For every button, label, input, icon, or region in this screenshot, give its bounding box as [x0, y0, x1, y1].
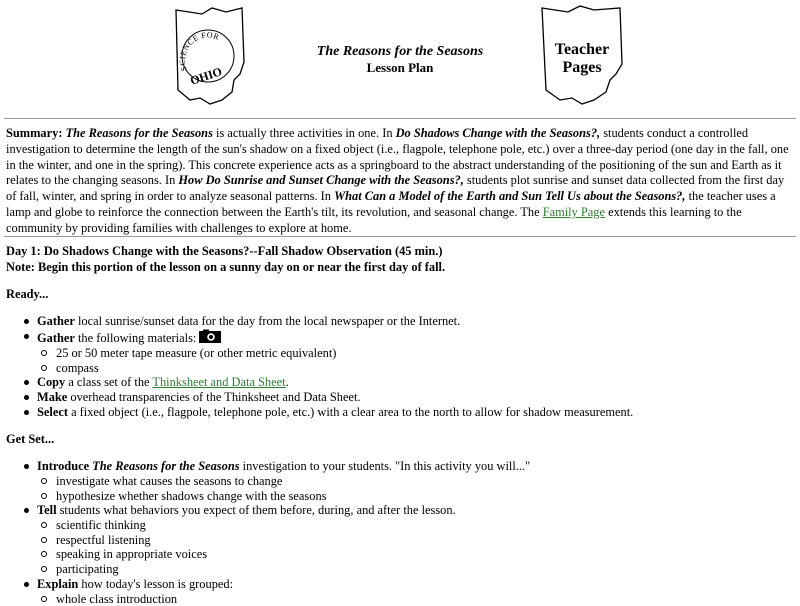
- list-item: hypothesize whether shadows change with the seasons: [0, 489, 530, 504]
- list-item: participating: [0, 562, 530, 577]
- logo-teacher-text: Teacher: [554, 41, 610, 58]
- list-item: Copy a class set of the Thinksheet and Data Sheet.: [0, 375, 633, 390]
- camera-icon: [199, 329, 221, 343]
- list-item: respectful listening: [0, 533, 530, 548]
- list-item: Make overhead transparencies of the Thinksheet and Data Sheet.: [0, 390, 633, 405]
- thinksheet-link[interactable]: Thinksheet and Data Sheet: [152, 375, 286, 390]
- ready-heading: Ready...: [6, 287, 49, 301]
- day1-section: [6, 243, 445, 275]
- summary-text-3: students plot sunrise and sunset data collected from the first day of fall, winter, and spring in order to analyze seasonal patterns. In: [6, 173, 785, 204]
- summary-divider: [4, 236, 796, 237]
- day1-note: Note: Begin this portion of the lesson on a sunny day on or near the first day of fall.: [6, 260, 446, 274]
- summary-text-1: is actually three activities in one. In: [212, 126, 396, 140]
- list-item: investigate what causes the seasons to change: [0, 474, 530, 489]
- list-item: Introduce The Reasons for the Seasons investigation to your students. "In this activity you will...": [0, 459, 530, 474]
- summary-label: Summary:: [6, 126, 63, 140]
- list-item: Explain how today's lesson is grouped:: [0, 577, 530, 592]
- ohio-science-logo: [170, 4, 248, 106]
- page-title: The Reasons for the Seasons: [316, 44, 484, 59]
- summary-paragraph: [6, 126, 792, 237]
- list-item: speaking in appropriate voices: [0, 547, 530, 562]
- logo-pages-text: Pages: [562, 59, 602, 76]
- getset-list: [0, 459, 530, 606]
- summary-text-2: students conduct a controlled investigation to determine the length of the sun's shadow on a fixed object (i.e., flagpole, telephone pole, etc.) over a three-day period (one day in the fall, one in the winter, and one in the spring). This concrete experience acts as a springboard to the abstract understanding of the positioning of the sun and Earth as it relates to the changing seasons. In: [6, 126, 789, 188]
- list-item: compass: [0, 361, 633, 376]
- list-item: 25 or 50 meter tape measure (or other metric equivalent): [0, 346, 633, 361]
- list-item: Select a fixed object (i.e., flagpole, telephone pole, etc.) with a clear area to the north to allow for shadow measurement.: [0, 405, 633, 420]
- list-item: Gather the following materials:: [0, 329, 633, 346]
- list-item: whole class introduction: [0, 592, 530, 606]
- summary-activity-1: Do Shadows Change with the Seasons?,: [395, 126, 601, 140]
- teacher-pages-logo: [538, 4, 626, 106]
- page-subtitle: Lesson Plan: [366, 60, 434, 75]
- summary-title: The Reasons for the Seasons: [65, 126, 213, 140]
- header-divider: [4, 118, 796, 119]
- summary-activity-2: How Do Sunrise and Sunset Change with the Seasons?,: [178, 173, 464, 188]
- getset-heading: Get Set...: [6, 432, 55, 446]
- family-page-link[interactable]: Family Page: [542, 204, 605, 219]
- day1-heading: Day 1: Do Shadows Change with the Seasons?--Fall Shadow Observation (45 min.): [6, 244, 443, 258]
- summary-text-5: extends this learning to the community by providing families with challenges to explore at home.: [6, 204, 742, 235]
- ready-list: [0, 314, 633, 420]
- svg-text:OHIO: OHIO: [188, 64, 224, 88]
- list-item: Tell students what behaviors you expect of them before, during, and after the lesson.: [0, 503, 530, 518]
- list-item: Gather local sunrise/sunset data for the day from the local newspaper or the Internet.: [0, 314, 633, 329]
- svg-text:SCIENCE FOR: SCIENCE FOR: [177, 30, 221, 73]
- list-item: scientific thinking: [0, 518, 530, 533]
- title-block: [280, 44, 520, 76]
- summary-activity-3: What Can a Model of the Earth and Sun Tell Us about the Seasons?,: [334, 189, 686, 204]
- summary-text-4: the teacher uses a lamp and globe to reinforce the connection between the Earth's tilt, its revolution, and seasonal change. The: [6, 189, 776, 219]
